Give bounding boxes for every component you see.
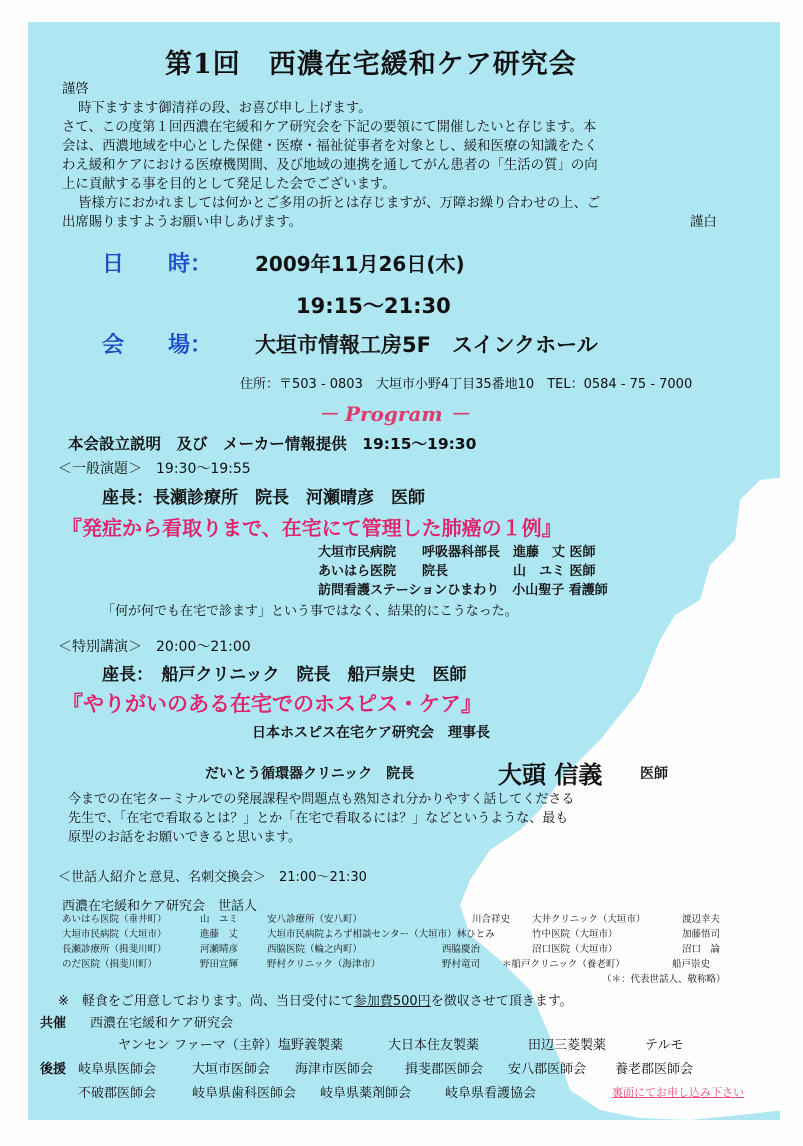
supporter: 大垣市医師会: [192, 1062, 271, 1077]
general-speaker: あいはら医院 院長 山 ユミ 医師: [318, 564, 596, 579]
greeting-line: 皆様方におかれましては何かとご多用の折とは存じますが、万障お繰り合わせの上、ご: [78, 196, 601, 211]
organizer-cell: 竹中医院（大垣市）: [532, 929, 618, 940]
organizer-cell: 進藤 丈: [200, 929, 239, 940]
cosponsor: テルモ: [645, 1038, 684, 1053]
greeting-line: さて、この度第１回西濃在宅緩和ケア研究会を下記の要領にて開催したいと存じます。本: [62, 120, 597, 135]
support-label: 後援: [40, 1062, 67, 1077]
general-topic: 『発症から看取りまで、在宅にて管理した肺癌の１例』: [62, 516, 562, 540]
supporter: 岐阜県看護協会: [445, 1086, 537, 1101]
organizer-cell: 山 ユミ: [200, 914, 239, 925]
organizer-cell: 川合祥史: [472, 914, 511, 925]
organizer-cell: 河瀬晴彦: [200, 944, 239, 955]
organizer-cell: あいはら医院（垂井町）: [62, 914, 167, 925]
supporter: 海津市医師会: [295, 1062, 374, 1077]
special-affiliation: 日本ホスピス在宅ケア研究会 理事長: [252, 725, 490, 741]
special-speaker-clinic: だいとう循環器クリニック 院長: [205, 766, 415, 782]
organizer-cell: 野村クリニック（海津市）: [267, 959, 381, 970]
networking-session: ＜世話人紹介と意見、名刺交換会＞ 21:00〜21:30: [58, 870, 367, 885]
host-label: 共催: [40, 1016, 67, 1031]
supporter: 岐阜県歯科医師会: [192, 1086, 297, 1101]
program-heading: － Program －: [318, 402, 470, 426]
page-title: 第1回 西濃在宅緩和ケア研究会: [165, 49, 577, 80]
special-chair: 座長： 船戸クリニック 院長 船戸崇史 医師: [102, 665, 467, 685]
general-speaker: 訪問看護ステーションひまわり 小山聖子 看護師: [318, 583, 608, 598]
organizer-cell: 大垣市民病院（大垣市）: [62, 929, 167, 940]
organizer-cell: 安八診療所（安八町）: [267, 914, 363, 925]
cosponsor: 田辺三菱製薬: [528, 1038, 607, 1053]
date-label: 日 時：: [102, 252, 213, 277]
general-speaker: 大垣市民病院 呼吸器科部長 進藤 丈 医師: [318, 545, 596, 560]
supporter: 安八郡医師会: [508, 1062, 587, 1077]
organizer-cell: 大垣市民病院よろず相談センター（大垣市）林ひとみ: [267, 929, 495, 940]
special-description: 原型のお話をお願いできると思います。: [68, 830, 301, 845]
supporter: 不破郡医師会: [78, 1086, 157, 1101]
cosponsor: 塩野義製薬: [278, 1038, 344, 1053]
participation-fee: 参加費500円: [353, 994, 431, 1009]
food-note: [58, 990, 573, 1009]
greeting-opening: 謹啓: [62, 82, 89, 97]
date-value: 2009年11月26日(木): [255, 252, 465, 276]
greeting-line: わえ緩和ケアにおける医療機関間、及び地域の連携を通してがん患者の「生活の質」の向: [62, 158, 598, 173]
host-value: 西濃在宅緩和ケア研究会: [90, 1016, 234, 1031]
supporter: 岐阜県薬剤師会: [320, 1086, 412, 1101]
venue-value: 大垣市情報工房5F スインクホール: [255, 333, 598, 357]
organizer-cell: 野村竜司: [442, 959, 481, 970]
greeting-line: 出席賜りますようお願い申しあげます。: [62, 215, 302, 230]
special-description: 今までの在宅ターミナルでの発展課程や問題点も熟知され分かりやすく話してくださる: [68, 792, 575, 807]
special-speaker-name: 大頭 信義: [498, 761, 603, 789]
special-session-label: ＜特別講演＞ 20:00〜21:00: [58, 639, 251, 655]
greeting-line: 会は、西濃地域を中心とした保健・医療・福祉従事者を対象とし、緩和医療の知識をたく: [62, 139, 598, 154]
organizer-cell: のだ医院（揖斐川町）: [62, 959, 158, 970]
organizer-cell: 大井クリニック（大垣市）: [532, 914, 646, 925]
organizer-cell: 西脇医院（輪之内町）: [267, 944, 363, 955]
supporter: 揖斐郡医師会: [405, 1062, 484, 1077]
special-description: 先生で、「在宅で看取るとは？」とか「在宅で看取るには？」などというような、最も: [68, 811, 569, 826]
opening-session: 本会設立説明 及び メーカー情報提供 19:15〜19:30: [68, 435, 477, 453]
special-speaker-title: 医師: [640, 766, 668, 782]
apply-on-back-link[interactable]: 裏面にてお申し込み下さい: [612, 1086, 744, 1099]
venue-label: 会 場：: [102, 333, 213, 358]
greeting-closing: 謹白: [690, 215, 717, 230]
organizer-cell: 加藤悟司: [682, 929, 721, 940]
organizer-cell: 長瀬診療所（揖斐川町）: [62, 944, 167, 955]
organizers-heading: 西濃在宅緩和ケア研究会 世話人: [62, 899, 258, 914]
organizer-cell: 船戸崇史: [672, 959, 711, 970]
cosponsor: 大日本住友製薬: [388, 1038, 480, 1053]
greeting-line: 時下ますます御清祥の段、お喜び申し上げます。: [78, 101, 372, 116]
organizer-cell: 沼口医院（大垣市）: [532, 944, 618, 955]
time-value: 19:15〜21:30: [296, 294, 451, 318]
supporter: 岐阜県医師会: [78, 1062, 157, 1077]
venue-address: 住所：〒503 - 0803 大垣市小野4丁目35番地10 TEL：0584 - 75 - 7000: [240, 377, 693, 392]
supporter: 養老郡医師会: [615, 1062, 694, 1077]
organizer-cell: 沼口 論: [682, 944, 721, 955]
special-topic: 『やりがいのある在宅でのホスピス・ケア』: [62, 692, 482, 716]
organizers-footnote: （＊：代表世話人、敬称略）: [602, 974, 726, 985]
food-note-suffix: を徴収させて頂きます。: [430, 994, 573, 1009]
organizer-cell: 渡辺幸夫: [682, 914, 721, 925]
general-note: 「何が何でも在宅で診ます」という事ではなく、結果的にこうなった。: [102, 604, 518, 619]
greeting-line: 上に貢献する事を目的として発足した会でございます。: [62, 177, 396, 192]
organizer-cell: 西脇慶治: [442, 944, 481, 955]
food-note-prefix: ※ 軽食をご用意しております。尚、当日受付にて: [58, 994, 354, 1009]
general-session-label: ＜一般演題＞ 19:30〜19:55: [58, 461, 251, 477]
organizer-cell: 野田宣輝: [200, 959, 239, 970]
general-chair: 座長：長瀬診療所 院長 河瀬晴彦 医師: [102, 488, 425, 508]
cosponsor: ヤンセン ファーマ（主幹）: [118, 1038, 278, 1053]
organizer-cell: ＊船戸クリニック（養老町）: [502, 959, 625, 970]
